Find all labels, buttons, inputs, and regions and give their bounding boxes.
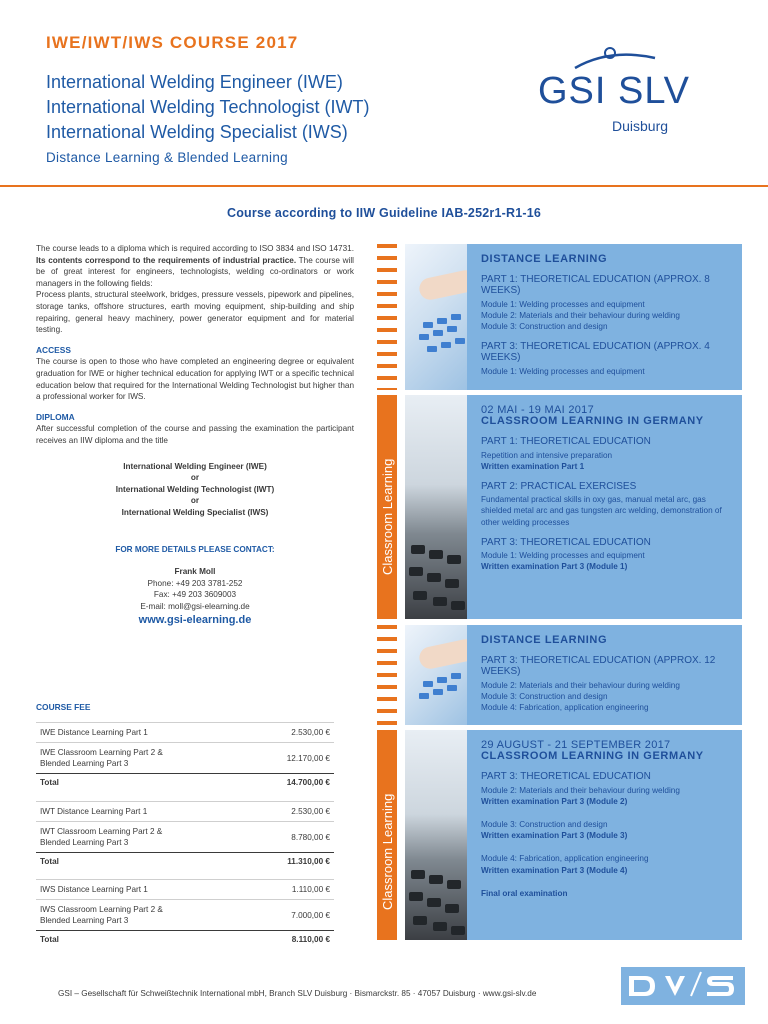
panel-subheading: PART 3: THEORETICAL EDUCATION (APPROX. 4 WEEKS)	[481, 341, 710, 364]
fee-label: IWS Distance Learning Part 1	[40, 885, 148, 894]
fee-label: IWT Classroom Learning Part 2 & Blended Learning Part 3	[40, 827, 163, 847]
panel-subheading: PART 2: PRACTICAL EXERCISES	[481, 481, 637, 493]
fee-value: 12.170,00 €	[286, 753, 330, 763]
panel-distance-learning-2	[467, 625, 742, 725]
fee-total-value: 14.700,00 €	[286, 778, 330, 787]
classroom-photo-2	[405, 730, 467, 940]
classroom-photo-1	[405, 395, 467, 619]
list-item: Fundamental practical skills in oxy gas, manual metal arc, gas shielded metal arc and gas tungsten arc welding, demonstration of other welding processes	[481, 495, 722, 527]
subtitle: Distance Learning & Blended Learning	[46, 150, 288, 165]
contact-phone: Phone: +49 203 3781-252	[147, 578, 243, 588]
course-fee-heading: COURSE FEE	[36, 702, 91, 712]
panel-subheading: PART 3: THEORETICAL EDUCATION	[481, 771, 651, 783]
fee-group-iwt	[36, 801, 334, 870]
panel-subheading: PART 1: THEORETICAL EDUCATION	[481, 436, 651, 448]
list-item: Module 3: Construction and design	[481, 820, 608, 830]
intro-fields: Process plants, structural steelwork, bridges, pressure vessels, pipework and pipelines, storage tanks, offshore structures, earth moving equipment, ship-building and ship repairing, general heavy machinery, power generator equipment and for material testing.	[36, 290, 354, 335]
access-text: The course is open to those who have completed an engineering degree or equivalent graduation for IWE or higher technical education for applying IWT or a specific technical education below that required for the International Welding Technologist but higher than a professional worker for IWS.	[36, 357, 354, 402]
fee-group-iws	[36, 879, 334, 948]
list-item: Module 3: Construction and design	[481, 691, 608, 701]
fee-row	[36, 879, 334, 899]
keyboard-photo-2	[405, 625, 467, 725]
fee-row	[36, 821, 334, 852]
footer-address: GSI – Gesellschaft für Schweißtechnik International mbH, Branch SLV Duisburg · Bismarckstr. 85 · 47057 Duisburg · www.gsi-slv.de	[58, 989, 537, 998]
title-iws: International Welding Specialist (IWS)	[46, 122, 348, 142]
panel-date: 29 AUGUST - 21 SEPTEMBER 2017	[481, 739, 671, 751]
list-item: Written examination Part 3 (Module 3)	[481, 831, 628, 841]
classroom-bar-label-1: Classroom Learning	[380, 458, 395, 575]
fee-value: 8.780,00 €	[291, 832, 330, 842]
title-iwe: International Welding Engineer (IWE)	[46, 72, 343, 92]
list-item: Module 3: Construction and design	[481, 322, 608, 332]
list-item: Module 1: Welding processes and equipment	[481, 551, 645, 561]
diploma-heading: DIPLOMA	[36, 411, 75, 422]
list-item: Repetition and intensive preparation	[481, 450, 613, 460]
intro-text-a: The course leads to a diploma which is required according to ISO 3834 and ISO 14731.	[36, 244, 354, 253]
contact-email[interactable]: E-mail: moll@gsi-elearning.de	[140, 601, 250, 611]
fee-total-label: Total	[40, 857, 59, 866]
fee-row	[36, 899, 334, 930]
panel-heading: DISTANCE LEARNING	[481, 634, 608, 646]
course-year-title: IWE/IWT/IWS COURSE 2017	[46, 33, 299, 52]
panel-subheading: PART 3: THEORETICAL EDUCATION (APPROX. 12 WEEKS)	[481, 655, 716, 678]
fee-total-row	[36, 930, 334, 948]
diploma-text: After successful completion of the course and passing the examination the participant receives an IIW diploma and the title	[36, 424, 354, 445]
list-item: Final oral examination	[481, 888, 568, 898]
list-item: Module 2: Materials and their behaviour during welding	[481, 680, 680, 690]
fee-group-iwe	[36, 722, 334, 791]
diploma-or-2: or	[190, 496, 200, 506]
list-item: Module 2: Materials and their behaviour during welding	[481, 310, 680, 320]
intro-paragraph	[36, 243, 354, 289]
diploma-or-1: or	[190, 473, 200, 483]
panel-heading: CLASSROOM LEARNING IN GERMANY	[481, 415, 704, 428]
logo-name: GSI SLV	[538, 70, 691, 112]
fee-value: 2.530,00 €	[291, 728, 330, 737]
contact-heading: FOR MORE DETAILS PLEASE CONTACT:	[115, 545, 275, 555]
fee-row	[36, 742, 334, 773]
logo-city: Duisburg	[612, 118, 669, 134]
list-item: Module 4: Fabrication, application engineering	[481, 854, 649, 864]
guideline-heading: Course according to IIW Guideline IAB-252r1-R1-16	[226, 206, 542, 220]
classroom-bar-2	[377, 730, 397, 940]
fee-value: 2.530,00 €	[291, 807, 330, 816]
fee-value: 1.110,00 €	[291, 885, 330, 894]
intro-text-b: The course will be of great interest for engineers, technologists, welding co-ordinators or work managers in the following fields:	[36, 255, 355, 288]
fee-total-label: Total	[40, 935, 59, 944]
panel-classroom-learning-1	[467, 395, 742, 619]
panel-classroom-learning-2	[467, 730, 742, 940]
panel-subheading: PART 3: THEORETICAL EDUCATION	[481, 536, 651, 548]
fee-row	[36, 722, 334, 742]
classroom-bar-1	[377, 395, 397, 619]
panel-subheading: PART 1: THEORETICAL EDUCATION (APPROX. 8 WEEKS)	[481, 274, 710, 297]
fee-label: IWE Distance Learning Part 1	[40, 728, 148, 737]
dvs-logo	[621, 967, 745, 1005]
fee-row	[36, 801, 334, 821]
list-item: Written examination Part 3 (Module 4)	[481, 865, 628, 875]
left-column	[36, 243, 354, 627]
panel-distance-learning-1	[467, 244, 742, 390]
list-item: Written examination Part 1	[481, 461, 585, 471]
list-item: Module 4: Fabrication, application engineering	[481, 703, 649, 713]
list-item: Written examination Part 3 (Module 2)	[481, 796, 628, 806]
fee-label: IWS Classroom Learning Part 2 & Blended Learning Part 3	[40, 905, 163, 925]
list-item: Module 1: Welding processes and equipment	[481, 366, 645, 376]
fee-total-row	[36, 852, 334, 870]
list-item: Module 1: Welding processes and equipment	[481, 299, 645, 309]
keyboard-photo-1	[405, 244, 467, 390]
panel-heading: CLASSROOM LEARNING IN GERMANY	[481, 750, 704, 763]
contact-fax: Fax: +49 203 3609003	[153, 590, 237, 600]
contact-name: Frank Moll	[174, 567, 216, 577]
distance-stripe-bar-2	[377, 625, 397, 725]
diploma-title-iws: International Welding Specialist (IWS)	[121, 507, 269, 517]
panel-date: 02 MAI - 19 MAI 2017	[481, 404, 594, 416]
intro-text-bold: Its contents correspond to the requirements of industrial practice.	[36, 255, 297, 265]
list-item: Written examination Part 3 (Module 1)	[481, 562, 628, 572]
header-divider	[0, 185, 768, 187]
fee-total-row	[36, 773, 334, 791]
access-heading: ACCESS	[36, 344, 71, 355]
classroom-bar-label-2: Classroom Learning	[380, 793, 395, 910]
fee-total-label: Total	[40, 778, 59, 787]
panel-heading: DISTANCE LEARNING	[481, 253, 608, 265]
title-iwt: International Welding Technologist (IWT)	[46, 97, 370, 117]
distance-stripe-bar-1	[377, 244, 397, 390]
diploma-title-iwe: International Welding Engineer (IWE)	[123, 461, 267, 471]
fee-label: IWE Classroom Learning Part 2 & Blended Learning Part 3	[40, 748, 163, 768]
gsi-slv-logo	[535, 40, 725, 140]
fee-total-value: 8.110,00 €	[291, 935, 330, 944]
fee-label: IWT Distance Learning Part 1	[40, 807, 148, 816]
diploma-title-iwt: International Welding Technologist (IWT)	[115, 484, 275, 494]
contact-website-link[interactable]: www.gsi-elearning.de	[138, 614, 252, 627]
fee-total-value: 11.310,00 €	[287, 857, 330, 866]
fee-value: 7.000,00 €	[291, 910, 330, 920]
list-item: Module 2: Materials and their behaviour during welding	[481, 785, 680, 795]
